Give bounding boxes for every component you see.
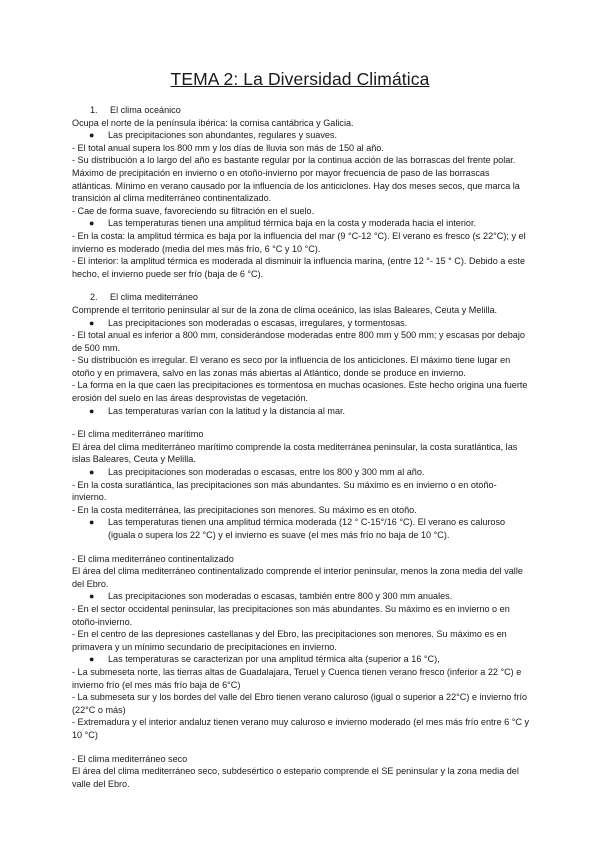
bullet-icon: ● [89, 467, 95, 478]
section-spacer [72, 542, 530, 553]
bullet-text: Las precipitaciones son moderadas o escasas, también entre 800 y 300 mm anuales. [108, 591, 453, 602]
bullet-item [72, 466, 530, 479]
bullet-item [72, 590, 530, 603]
bullet-item [72, 129, 530, 142]
bullet-text: Las temperaturas se caracterizan por una amplitud térmica alta (superior a 16 °C), [108, 654, 440, 665]
paragraph: - El total anual es inferior a 800 mm, considerándose moderadas entre 800 mm y 500 mm; y escasas por debajo de 500 mm. [72, 330, 525, 353]
list-number: 2. [90, 292, 98, 303]
paragraph: El área del clima mediterráneo continentalizado comprende el interior peninsular, menos la zona media del valle del Ebro. [72, 566, 523, 589]
bullet-icon: ● [89, 405, 95, 416]
paragraph: - El clima mediterráneo continentalizado [72, 553, 234, 564]
paragraph: El área del clima mediterráneo marítimo comprende la costa mediterránea peninsular, la costa suratlántica, las islas Baleares, Ceuta y Melilla. [72, 441, 518, 465]
paragraph: - Su distribución a lo largo del año es bastante regular por la continua acción de las borrascas del frente polar. Máximo de precipitación en invierno o en otoño-invierno por mayor frecuencia de paso de las borrascas atlánticas. Mínimo en verano causado por la influencia de los anticiclones. Hay dos meses secos, que marca la transición al clima mediterráneo continentalizado. [72, 155, 520, 204]
bullet-icon: ● [89, 130, 95, 141]
bullet-text: Las precipitaciones son moderadas o escasas, entre los 800 y 300 mm al año. [108, 467, 425, 478]
bullet-item [72, 653, 530, 666]
paragraph: - El interior: la amplitud térmica es moderada al disminuir la influencia marina, (entre 12 °- 15 ° C). Debido a este hecho, el invierno puede ser frío (baja de 6 °C). [72, 256, 526, 279]
section-heading [72, 291, 530, 304]
bullet-text: Las temperaturas tienen una amplitud térmica moderada (12 ° C-15°/16 °C). El verano es caluroso (iguala o supera los 22 °C) y el invierno es suave (el mes más frío no baja de 10 °C). [108, 517, 506, 540]
list-number: 1. [90, 105, 98, 115]
paragraph: - En la costa mediterránea, las precipitaciones son menores. Su máximo es en otoño. [72, 504, 417, 515]
paragraph: - Extremadura y el interior andaluz tienen verano muy caluroso e invierno moderado (el mes más frío entre 6 °C y 10 °C) [72, 717, 530, 740]
section [72, 753, 530, 791]
section [72, 291, 530, 417]
paragraph: - Cae de forma suave, favoreciendo su filtración en el suelo. [72, 205, 315, 216]
heading-text: El clima mediterráneo [110, 292, 198, 303]
section [72, 428, 530, 541]
section [72, 553, 530, 742]
paragraph: Ocupa el norte de la península ibérica: la cornisa cantábrica y Galicia. [72, 117, 354, 128]
paragraph: - Su distribución es irregular. El verano es seco por la influencia de los anticiclones. El máximo tiene lugar en otoño y en primavera, salvo en las zonas más abiertas al Atlántico, donde se produce en invierno. [72, 355, 511, 378]
paragraph: - El clima mediterráneo marítimo [72, 429, 204, 440]
paragraph: - En el sector occidental peninsular, las precipitaciones son más abundantes. Su máximo es en invierno o en otoño-invierno. [72, 603, 510, 627]
bullet-icon: ● [89, 218, 95, 229]
heading-text: El clima oceánico [110, 105, 181, 115]
paragraph: - La forma en la que caen las precipitaciones es tormentosa en muchas ocasiones. Este hecho origina una fuerte erosión del suelo en las áreas desprovistas de vegetación. [72, 380, 528, 404]
bullet-icon: ● [89, 591, 95, 602]
bullet-icon: ● [89, 517, 95, 528]
section-spacer [72, 742, 530, 753]
bullet-text: Las temperaturas tienen una amplitud térmica baja en la costa y moderada hacia el interior. [108, 218, 476, 229]
section [72, 104, 530, 280]
paragraph: - En la costa suratlántica, las precipitaciones son más abundantes. Su máximo es en invierno o en otoño-invierno. [72, 479, 497, 503]
bullet-icon: ● [89, 654, 95, 665]
bullet-item [72, 516, 530, 541]
paragraph: - La submeseta sur y los bordes del valle del Ebro tienen verano caluroso (igual o superior a 22°C) e invierno frío (22°C o más) [72, 692, 528, 715]
section-spacer [72, 417, 530, 428]
paragraph: - En el centro de las depresiones castellanas y del Ebro, las precipitaciones son menores. Su máximo es en primavera y un mínimo secundario de precipitaciones en invierno. [72, 629, 507, 652]
page-title: TEMA 2: La Diversidad Climática [170, 69, 430, 89]
bullet-item [72, 317, 530, 330]
paragraph: - El total anual supera los 800 mm y los días de lluvia son más de 150 al año. [72, 142, 384, 153]
bullet-text: Las temperaturas varían con la latitud y la distancia al mar. [108, 405, 346, 416]
paragraph: Comprende el territorio peninsular al sur de la zona de clima oceánico, las islas Baleares, Ceuta y Melilla. [72, 304, 498, 315]
bullet-text: Las precipitaciones son abundantes, regulares y suaves. [108, 130, 337, 141]
document-body [72, 104, 530, 790]
bullet-icon: ● [89, 317, 95, 328]
paragraph: - El clima mediterráneo seco [72, 753, 188, 764]
section-heading [72, 104, 530, 117]
section-spacer [72, 280, 530, 291]
bullet-item [72, 405, 530, 418]
paragraph: El área del clima mediterráneo seco, subdesértico o estepario comprende el SE peninsular y la zona media del valle del Ebro. [72, 766, 519, 789]
bullet-item [72, 217, 530, 230]
paragraph: - En la costa: la amplitud térmica es baja por la influencia del mar (9 °C-12 °C). El verano es fresco (≤ 22°C); y el invierno es moderado (media del mes más frío, 6 °C y 10 °C). [72, 230, 526, 254]
paragraph: - La submeseta norte, las tierras altas de Guadalajara, Teruel y Cuenca tienen verano fresco (inferior a 22 °C) e invierno frío (el mes más frío baja de 6°C) [72, 666, 522, 690]
bullet-text: Las precipitaciones son moderadas o escasas, irregulares, y tormentosas. [108, 317, 408, 328]
